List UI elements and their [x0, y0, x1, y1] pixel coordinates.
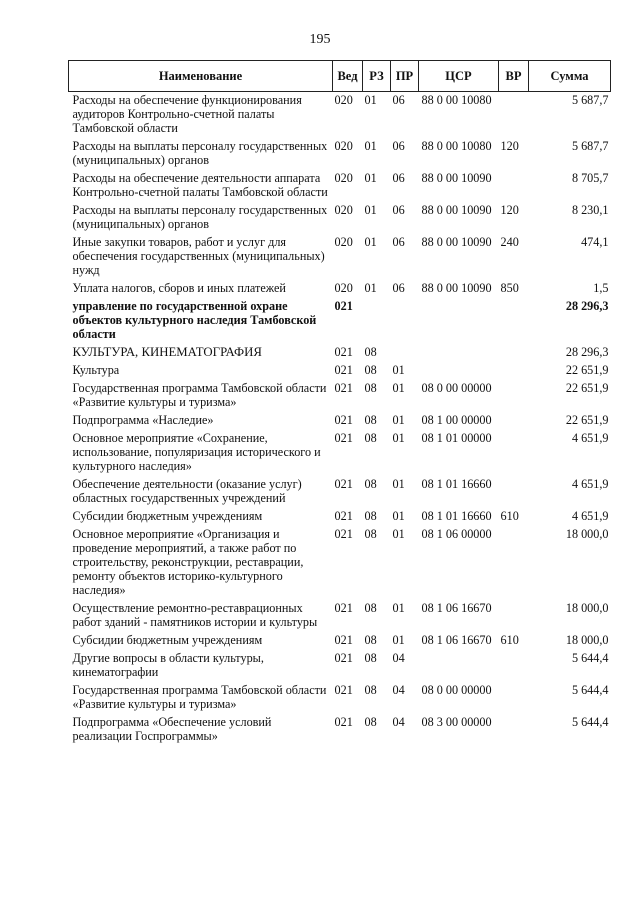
cell-vr [499, 526, 529, 600]
cell-ved: 021 [334, 363, 353, 377]
cell-name: управление по государственной охране объектов культурного наследия Тамбовской области [72, 299, 317, 341]
cell-rz: 08 [364, 601, 377, 615]
cell-name: Субсидии бюджетным учреждениям [72, 633, 263, 647]
cell-name: Государственная программа Тамбовской области «Развитие культуры и туризма» [72, 683, 327, 711]
header-sum: Сумма [529, 61, 611, 92]
cell-sum: 1,5 [593, 281, 609, 295]
cell-vr [499, 650, 529, 682]
cell-vr [499, 682, 529, 714]
cell-ved: 021 [334, 527, 353, 541]
table-row [69, 344, 611, 362]
table-row [69, 380, 611, 412]
cell-pr: 01 [392, 601, 405, 615]
cell-sum: 5 687,7 [571, 139, 609, 153]
cell-csr: 08 1 06 16670 [421, 601, 492, 615]
cell-sum: 22 651,9 [565, 413, 609, 427]
cell-name: Уплата налогов, сборов и иных платежей [72, 281, 286, 295]
cell-sum: 5 644,4 [571, 715, 609, 729]
cell-pr: 06 [392, 93, 405, 107]
table-row [69, 508, 611, 526]
cell-rz: 08 [364, 345, 377, 359]
table-body [69, 92, 611, 747]
table-row [69, 234, 611, 280]
cell-csr: 88 0 00 10080 [421, 93, 492, 107]
cell-csr: 08 0 00 00000 [421, 381, 492, 395]
cell-csr: 08 0 00 00000 [421, 683, 492, 697]
table-row [69, 430, 611, 476]
table-row [69, 600, 611, 632]
cell-ved: 021 [334, 413, 353, 427]
cell-sum: 28 296,3 [565, 345, 609, 359]
cell-sum: 28 296,3 [565, 299, 609, 313]
cell-vr [499, 298, 529, 344]
cell-csr: 08 1 00 00000 [421, 413, 492, 427]
cell-rz: 01 [364, 139, 377, 153]
table-row [69, 476, 611, 508]
cell-sum: 4 651,9 [571, 431, 609, 445]
cell-csr: 88 0 00 10090 [421, 171, 492, 185]
cell-vr: 120 [500, 139, 519, 153]
cell-ved: 021 [334, 633, 353, 647]
cell-rz: 08 [364, 509, 377, 523]
cell-pr: 01 [392, 413, 405, 427]
table-row [69, 92, 611, 139]
table-row [69, 138, 611, 170]
cell-rz: 08 [364, 477, 377, 491]
cell-vr [499, 476, 529, 508]
cell-name: Расходы на выплаты персоналу государственных (муниципальных) органов [72, 203, 328, 231]
cell-name: Осуществление ремонтно-реставрационных работ зданий - памятников истории и культуры [72, 601, 318, 629]
table-row [69, 412, 611, 430]
cell-ved: 020 [334, 281, 353, 295]
cell-rz: 08 [364, 413, 377, 427]
cell-rz: 08 [364, 715, 377, 729]
cell-vr: 240 [500, 235, 519, 249]
budget-table-container [68, 60, 610, 746]
cell-ved: 020 [334, 203, 353, 217]
cell-name: Обеспечение деятельности (оказание услуг) областных государственных учреждений [72, 477, 302, 505]
cell-name: Расходы на обеспечение функционирования аудиторов Контрольно-счетной палаты Тамбовской области [72, 93, 302, 135]
cell-ved: 021 [334, 345, 353, 359]
header-ved: Вед [333, 61, 363, 92]
cell-rz: 08 [364, 363, 377, 377]
cell-pr: 06 [392, 235, 405, 249]
cell-csr [419, 344, 499, 362]
cell-name: Государственная программа Тамбовской области «Развитие культуры и туризма» [72, 381, 327, 409]
cell-pr: 01 [392, 633, 405, 647]
page-number: 195 [309, 32, 331, 47]
cell-rz: 08 [364, 683, 377, 697]
cell-pr [391, 344, 419, 362]
cell-vr [499, 344, 529, 362]
cell-name: Основное мероприятие «Организация и проведение мероприятий, а также работ по строительству, реконструкции, реставрации, ремонту объектов историко-культурного наследия» [72, 527, 304, 597]
cell-csr: 08 1 06 16670 [421, 633, 492, 647]
cell-csr: 88 0 00 10090 [421, 235, 492, 249]
cell-vr: 610 [500, 509, 519, 523]
budget-table [68, 60, 611, 746]
cell-ved: 021 [334, 683, 353, 697]
cell-ved: 021 [334, 715, 353, 729]
cell-ved: 020 [334, 139, 353, 153]
header-vr: ВР [499, 61, 529, 92]
cell-sum: 22 651,9 [565, 381, 609, 395]
cell-rz [363, 298, 391, 344]
cell-sum: 18 000,0 [565, 633, 609, 647]
cell-sum: 5 687,7 [571, 93, 609, 107]
cell-pr: 04 [392, 651, 405, 665]
cell-rz: 01 [364, 235, 377, 249]
cell-pr: 01 [392, 477, 405, 491]
cell-pr: 04 [392, 715, 405, 729]
table-row [69, 298, 611, 344]
cell-vr [499, 362, 529, 380]
cell-name: Расходы на обеспечение деятельности аппарата Контрольно-счетной палаты Тамбовской области [72, 171, 328, 199]
cell-csr: 08 1 06 00000 [421, 527, 492, 541]
cell-rz: 08 [364, 633, 377, 647]
cell-ved: 021 [334, 431, 353, 445]
cell-csr: 88 0 00 10090 [421, 281, 492, 295]
cell-pr: 01 [392, 431, 405, 445]
cell-rz: 01 [364, 93, 377, 107]
cell-vr [499, 380, 529, 412]
cell-name: Субсидии бюджетным учреждениям [72, 509, 263, 523]
cell-rz: 08 [364, 527, 377, 541]
cell-csr [419, 362, 499, 380]
cell-pr: 06 [392, 139, 405, 153]
table-row [69, 714, 611, 746]
cell-ved: 020 [334, 235, 353, 249]
cell-name: Иные закупки товаров, работ и услуг для обеспечения государственных (муниципальных) нужд [72, 235, 325, 277]
table-row [69, 362, 611, 380]
cell-pr: 01 [392, 381, 405, 395]
header-csr: ЦСР [419, 61, 499, 92]
cell-pr: 06 [392, 281, 405, 295]
table-header [69, 61, 611, 92]
cell-sum: 22 651,9 [565, 363, 609, 377]
cell-pr: 06 [392, 171, 405, 185]
cell-rz: 08 [364, 381, 377, 395]
header-pr: ПР [391, 61, 419, 92]
cell-name: Культура [72, 363, 120, 377]
cell-pr: 01 [392, 509, 405, 523]
cell-rz: 01 [364, 281, 377, 295]
table-row [69, 202, 611, 234]
cell-csr: 08 1 01 00000 [421, 431, 492, 445]
cell-name: КУЛЬТУРА, КИНЕМАТОГРАФИЯ [72, 345, 262, 359]
cell-sum: 4 651,9 [571, 509, 609, 523]
cell-vr: 850 [500, 281, 519, 295]
cell-name: Подпрограмма «Обеспечение условий реализации Госпрограммы» [72, 715, 272, 743]
cell-name: Расходы на выплаты персоналу государственных (муниципальных) органов [72, 139, 328, 167]
table-row [69, 280, 611, 298]
cell-ved: 021 [334, 509, 353, 523]
cell-ved: 021 [334, 381, 353, 395]
cell-ved: 021 [334, 651, 353, 665]
cell-ved: 021 [334, 299, 353, 313]
cell-sum: 474,1 [581, 235, 609, 249]
cell-rz: 08 [364, 651, 377, 665]
table-row [69, 632, 611, 650]
header-name: Наименование [69, 61, 333, 92]
cell-name: Основное мероприятие «Сохранение, использование, популяризация исторического и культурного наследия» [72, 431, 321, 473]
cell-pr: 01 [392, 527, 405, 541]
cell-vr [499, 430, 529, 476]
header-rz: РЗ [363, 61, 391, 92]
cell-sum: 5 644,4 [571, 683, 609, 697]
cell-csr: 88 0 00 10090 [421, 203, 492, 217]
cell-csr: 88 0 00 10080 [421, 139, 492, 153]
cell-pr: 04 [392, 683, 405, 697]
cell-sum: 8 705,7 [571, 171, 609, 185]
cell-vr [499, 92, 529, 139]
cell-csr [419, 298, 499, 344]
cell-sum: 4 651,9 [571, 477, 609, 491]
cell-vr [499, 170, 529, 202]
cell-ved: 020 [334, 171, 353, 185]
cell-vr: 120 [500, 203, 519, 217]
cell-vr: 610 [500, 633, 519, 647]
cell-vr [499, 600, 529, 632]
table-row [69, 170, 611, 202]
cell-csr: 08 1 01 16660 [421, 509, 492, 523]
cell-rz: 01 [364, 171, 377, 185]
table-row [69, 650, 611, 682]
cell-name: Другие вопросы в области культуры, кинематографии [72, 651, 264, 679]
cell-pr [391, 298, 419, 344]
cell-ved: 021 [334, 601, 353, 615]
cell-vr [499, 714, 529, 746]
cell-ved: 021 [334, 477, 353, 491]
cell-ved: 020 [334, 93, 353, 107]
cell-csr: 08 1 01 16660 [421, 477, 492, 491]
cell-sum: 5 644,4 [571, 651, 609, 665]
cell-sum: 18 000,0 [565, 527, 609, 541]
cell-sum: 8 230,1 [571, 203, 609, 217]
table-row [69, 682, 611, 714]
cell-csr [419, 650, 499, 682]
cell-rz: 01 [364, 203, 377, 217]
cell-csr: 08 3 00 00000 [421, 715, 492, 729]
cell-name: Подпрограмма «Наследие» [72, 413, 214, 427]
cell-pr: 01 [392, 363, 405, 377]
cell-pr: 06 [392, 203, 405, 217]
cell-sum: 18 000,0 [565, 601, 609, 615]
cell-vr [499, 412, 529, 430]
table-row [69, 526, 611, 600]
cell-rz: 08 [364, 431, 377, 445]
